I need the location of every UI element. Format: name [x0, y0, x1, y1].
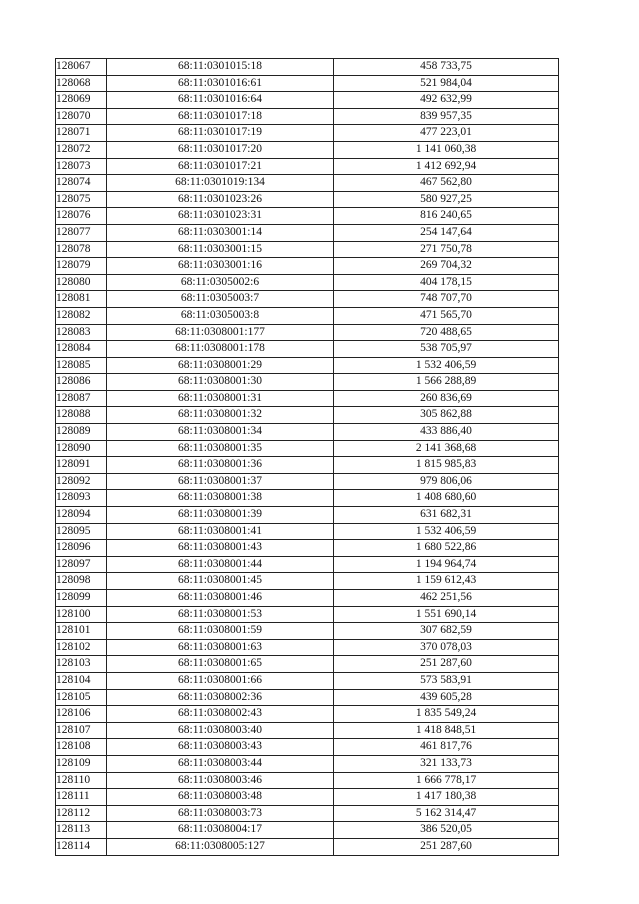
cadastral-number: 68:11:0308001:59 [107, 623, 334, 640]
cadastral-number: 68:11:0308001:35 [107, 440, 334, 457]
row-number: 128113 [56, 822, 107, 839]
cadastral-number: 68:11:0308001:177 [107, 324, 334, 341]
row-number: 128096 [56, 540, 107, 557]
row-number: 128110 [56, 772, 107, 789]
cadastral-value: 307 682,59 [334, 623, 559, 640]
cadastral-value: 404 178,15 [334, 274, 559, 291]
table-row [56, 755, 559, 772]
table-row [56, 424, 559, 441]
row-number: 128109 [56, 755, 107, 772]
cadastral-number: 68:11:0308001:34 [107, 424, 334, 441]
row-number: 128078 [56, 241, 107, 258]
cadastral-value: 1 566 288,89 [334, 374, 559, 391]
row-number: 128082 [56, 307, 107, 324]
cadastral-number: 68:11:0301016:64 [107, 92, 334, 109]
cadastral-value: 538 705,97 [334, 341, 559, 358]
row-number: 128070 [56, 108, 107, 125]
table-row [56, 125, 559, 142]
cadastral-value: 1 417 180,38 [334, 789, 559, 806]
cadastral-value: 1 532 406,59 [334, 523, 559, 540]
table-row [56, 108, 559, 125]
row-number: 128086 [56, 374, 107, 391]
row-number: 128069 [56, 92, 107, 109]
cadastral-number: 68:11:0308001:39 [107, 507, 334, 524]
cadastral-value: 477 223,01 [334, 125, 559, 142]
table-row [56, 440, 559, 457]
cadastral-number: 68:11:0301017:21 [107, 158, 334, 175]
cadastral-value: 1 418 848,51 [334, 722, 559, 739]
table-row [56, 639, 559, 656]
cadastral-value: 269 704,32 [334, 258, 559, 275]
cadastral-number: 68:11:0308005:127 [107, 838, 334, 855]
table-row [56, 722, 559, 739]
table-row [56, 191, 559, 208]
cadastral-number: 68:11:0301016:61 [107, 75, 334, 92]
row-number: 128085 [56, 357, 107, 374]
cadastral-value: 254 147,64 [334, 224, 559, 241]
table-row [56, 689, 559, 706]
cadastral-value: 471 565,70 [334, 307, 559, 324]
cadastral-value: 1 194 964,74 [334, 556, 559, 573]
row-number: 128101 [56, 623, 107, 640]
cadastral-number: 68:11:0301023:31 [107, 208, 334, 225]
table-row [56, 258, 559, 275]
cadastral-number: 68:11:0308001:65 [107, 656, 334, 673]
row-number: 128072 [56, 141, 107, 158]
cadastral-value: 2 141 368,68 [334, 440, 559, 457]
table-row [56, 838, 559, 855]
cadastral-number: 68:11:0308001:30 [107, 374, 334, 391]
table-row [56, 772, 559, 789]
cadastral-number: 68:11:0308003:46 [107, 772, 334, 789]
cadastral-value: 251 287,60 [334, 838, 559, 855]
cadastral-value: 631 682,31 [334, 507, 559, 524]
row-number: 128104 [56, 672, 107, 689]
cadastral-number: 68:11:0308001:53 [107, 606, 334, 623]
cadastral-number: 68:11:0301019:134 [107, 175, 334, 192]
cadastral-value: 1 159 612,43 [334, 573, 559, 590]
table-row [56, 457, 559, 474]
cadastral-number: 68:11:0305002:6 [107, 274, 334, 291]
table-row [56, 656, 559, 673]
cadastral-value: 461 817,76 [334, 739, 559, 756]
row-number: 128103 [56, 656, 107, 673]
cadastral-value: 260 836,69 [334, 390, 559, 407]
table-row [56, 241, 559, 258]
cadastral-number: 68:11:0308001:46 [107, 590, 334, 607]
cadastral-value: 816 240,65 [334, 208, 559, 225]
table-row [56, 556, 559, 573]
cadastral-number: 68:11:0303001:14 [107, 224, 334, 241]
cadastral-number: 68:11:0308004:17 [107, 822, 334, 839]
cadastral-number: 68:11:0308001:178 [107, 341, 334, 358]
cadastral-value: 1 408 680,60 [334, 490, 559, 507]
cadastral-value: 573 583,91 [334, 672, 559, 689]
row-number: 128092 [56, 473, 107, 490]
row-number: 128111 [56, 789, 107, 806]
cadastral-number: 68:11:0308001:37 [107, 473, 334, 490]
table-row [56, 590, 559, 607]
cadastral-value: 433 886,40 [334, 424, 559, 441]
cadastral-number: 68:11:0308003:48 [107, 789, 334, 806]
row-number: 128089 [56, 424, 107, 441]
cadastral-value: 467 562,80 [334, 175, 559, 192]
table-row [56, 606, 559, 623]
cadastral-number: 68:11:0308003:43 [107, 739, 334, 756]
row-number: 128107 [56, 722, 107, 739]
row-number: 128088 [56, 407, 107, 424]
table-row [56, 175, 559, 192]
cadastral-value: 386 520,05 [334, 822, 559, 839]
cadastral-number: 68:11:0301015:18 [107, 59, 334, 76]
table-row [56, 291, 559, 308]
row-number: 128071 [56, 125, 107, 142]
cadastral-number: 68:11:0308001:41 [107, 523, 334, 540]
table-row [56, 341, 559, 358]
cadastral-number: 68:11:0308001:66 [107, 672, 334, 689]
cadastral-number: 68:11:0308003:73 [107, 805, 334, 822]
cadastral-number: 68:11:0308002:43 [107, 706, 334, 723]
table-row [56, 224, 559, 241]
cadastral-value: 839 957,35 [334, 108, 559, 125]
cadastral-value: 1 666 778,17 [334, 772, 559, 789]
cadastral-value: 458 733,75 [334, 59, 559, 76]
table-row [56, 822, 559, 839]
row-number: 128074 [56, 175, 107, 192]
table-row [56, 540, 559, 557]
cadastral-value: 1 551 690,14 [334, 606, 559, 623]
table-row [56, 324, 559, 341]
table-row [56, 739, 559, 756]
cadastral-number: 68:11:0308003:44 [107, 755, 334, 772]
cadastral-value: 370 078,03 [334, 639, 559, 656]
cadastral-number: 68:11:0308002:36 [107, 689, 334, 706]
row-number: 128075 [56, 191, 107, 208]
cadastral-value: 748 707,70 [334, 291, 559, 308]
table-row [56, 573, 559, 590]
row-number: 128097 [56, 556, 107, 573]
cadastral-number: 68:11:0308003:40 [107, 722, 334, 739]
row-number: 128112 [56, 805, 107, 822]
cadastral-value: 1 141 060,38 [334, 141, 559, 158]
table-row [56, 75, 559, 92]
cadastral-value: 492 632,99 [334, 92, 559, 109]
cadastral-value: 1 680 522,86 [334, 540, 559, 557]
table-row [56, 789, 559, 806]
cadastral-value: 1 532 406,59 [334, 357, 559, 374]
table-row [56, 208, 559, 225]
cadastral-number: 68:11:0303001:16 [107, 258, 334, 275]
row-number: 128094 [56, 507, 107, 524]
cadastral-number: 68:11:0303001:15 [107, 241, 334, 258]
cadastral-number: 68:11:0308001:43 [107, 540, 334, 557]
cadastral-value: 521 984,04 [334, 75, 559, 92]
cadastral-value: 720 488,65 [334, 324, 559, 341]
cadastral-value: 1 835 549,24 [334, 706, 559, 723]
row-number: 128090 [56, 440, 107, 457]
table-row [56, 623, 559, 640]
cadastral-value: 271 750,78 [334, 241, 559, 258]
table-row [56, 390, 559, 407]
cadastral-value: 251 287,60 [334, 656, 559, 673]
table-row [56, 407, 559, 424]
cadastral-value: 462 251,56 [334, 590, 559, 607]
table-row [56, 473, 559, 490]
cadastral-value: 305 862,88 [334, 407, 559, 424]
table-row [56, 805, 559, 822]
cadastral-number: 68:11:0301017:18 [107, 108, 334, 125]
row-number: 128076 [56, 208, 107, 225]
cadastral-value: 321 133,73 [334, 755, 559, 772]
cadastral-number: 68:11:0305003:8 [107, 307, 334, 324]
table-row [56, 490, 559, 507]
cadastral-number: 68:11:0301017:20 [107, 141, 334, 158]
cadastral-number: 68:11:0308001:63 [107, 639, 334, 656]
table-row [56, 507, 559, 524]
cadastral-value: 5 162 314,47 [334, 805, 559, 822]
row-number: 128068 [56, 75, 107, 92]
row-number: 128079 [56, 258, 107, 275]
cadastral-value: 580 927,25 [334, 191, 559, 208]
row-number: 128084 [56, 341, 107, 358]
row-number: 128100 [56, 606, 107, 623]
row-number: 128108 [56, 739, 107, 756]
table-row [56, 672, 559, 689]
row-number: 128099 [56, 590, 107, 607]
table-row [56, 307, 559, 324]
row-number: 128093 [56, 490, 107, 507]
cadastral-number: 68:11:0308001:32 [107, 407, 334, 424]
row-number: 128067 [56, 59, 107, 76]
cadastral-number: 68:11:0305003:7 [107, 291, 334, 308]
table-row [56, 158, 559, 175]
row-number: 128095 [56, 523, 107, 540]
table-body [56, 59, 559, 856]
cadastral-number: 68:11:0308001:29 [107, 357, 334, 374]
cadastral-number: 68:11:0308001:44 [107, 556, 334, 573]
cadastral-value: 979 806,06 [334, 473, 559, 490]
row-number: 128105 [56, 689, 107, 706]
table-row [56, 274, 559, 291]
cadastral-number: 68:11:0308001:36 [107, 457, 334, 474]
cadastral-value: 1 815 985,83 [334, 457, 559, 474]
cadastral-number: 68:11:0301023:26 [107, 191, 334, 208]
row-number: 128087 [56, 390, 107, 407]
cadastral-value: 1 412 692,94 [334, 158, 559, 175]
row-number: 128083 [56, 324, 107, 341]
cadastral-value-table [55, 58, 559, 856]
row-number: 128106 [56, 706, 107, 723]
table-row [56, 59, 559, 76]
row-number: 128073 [56, 158, 107, 175]
row-number: 128102 [56, 639, 107, 656]
cadastral-number: 68:11:0308001:45 [107, 573, 334, 590]
table-row [56, 357, 559, 374]
row-number: 128081 [56, 291, 107, 308]
cadastral-value: 439 605,28 [334, 689, 559, 706]
table-row [56, 141, 559, 158]
row-number: 128080 [56, 274, 107, 291]
cadastral-number: 68:11:0308001:38 [107, 490, 334, 507]
table-row [56, 374, 559, 391]
cadastral-number: 68:11:0308001:31 [107, 390, 334, 407]
row-number: 128098 [56, 573, 107, 590]
table-row [56, 706, 559, 723]
table-row [56, 523, 559, 540]
row-number: 128077 [56, 224, 107, 241]
cadastral-number: 68:11:0301017:19 [107, 125, 334, 142]
table-row [56, 92, 559, 109]
row-number: 128114 [56, 838, 107, 855]
row-number: 128091 [56, 457, 107, 474]
